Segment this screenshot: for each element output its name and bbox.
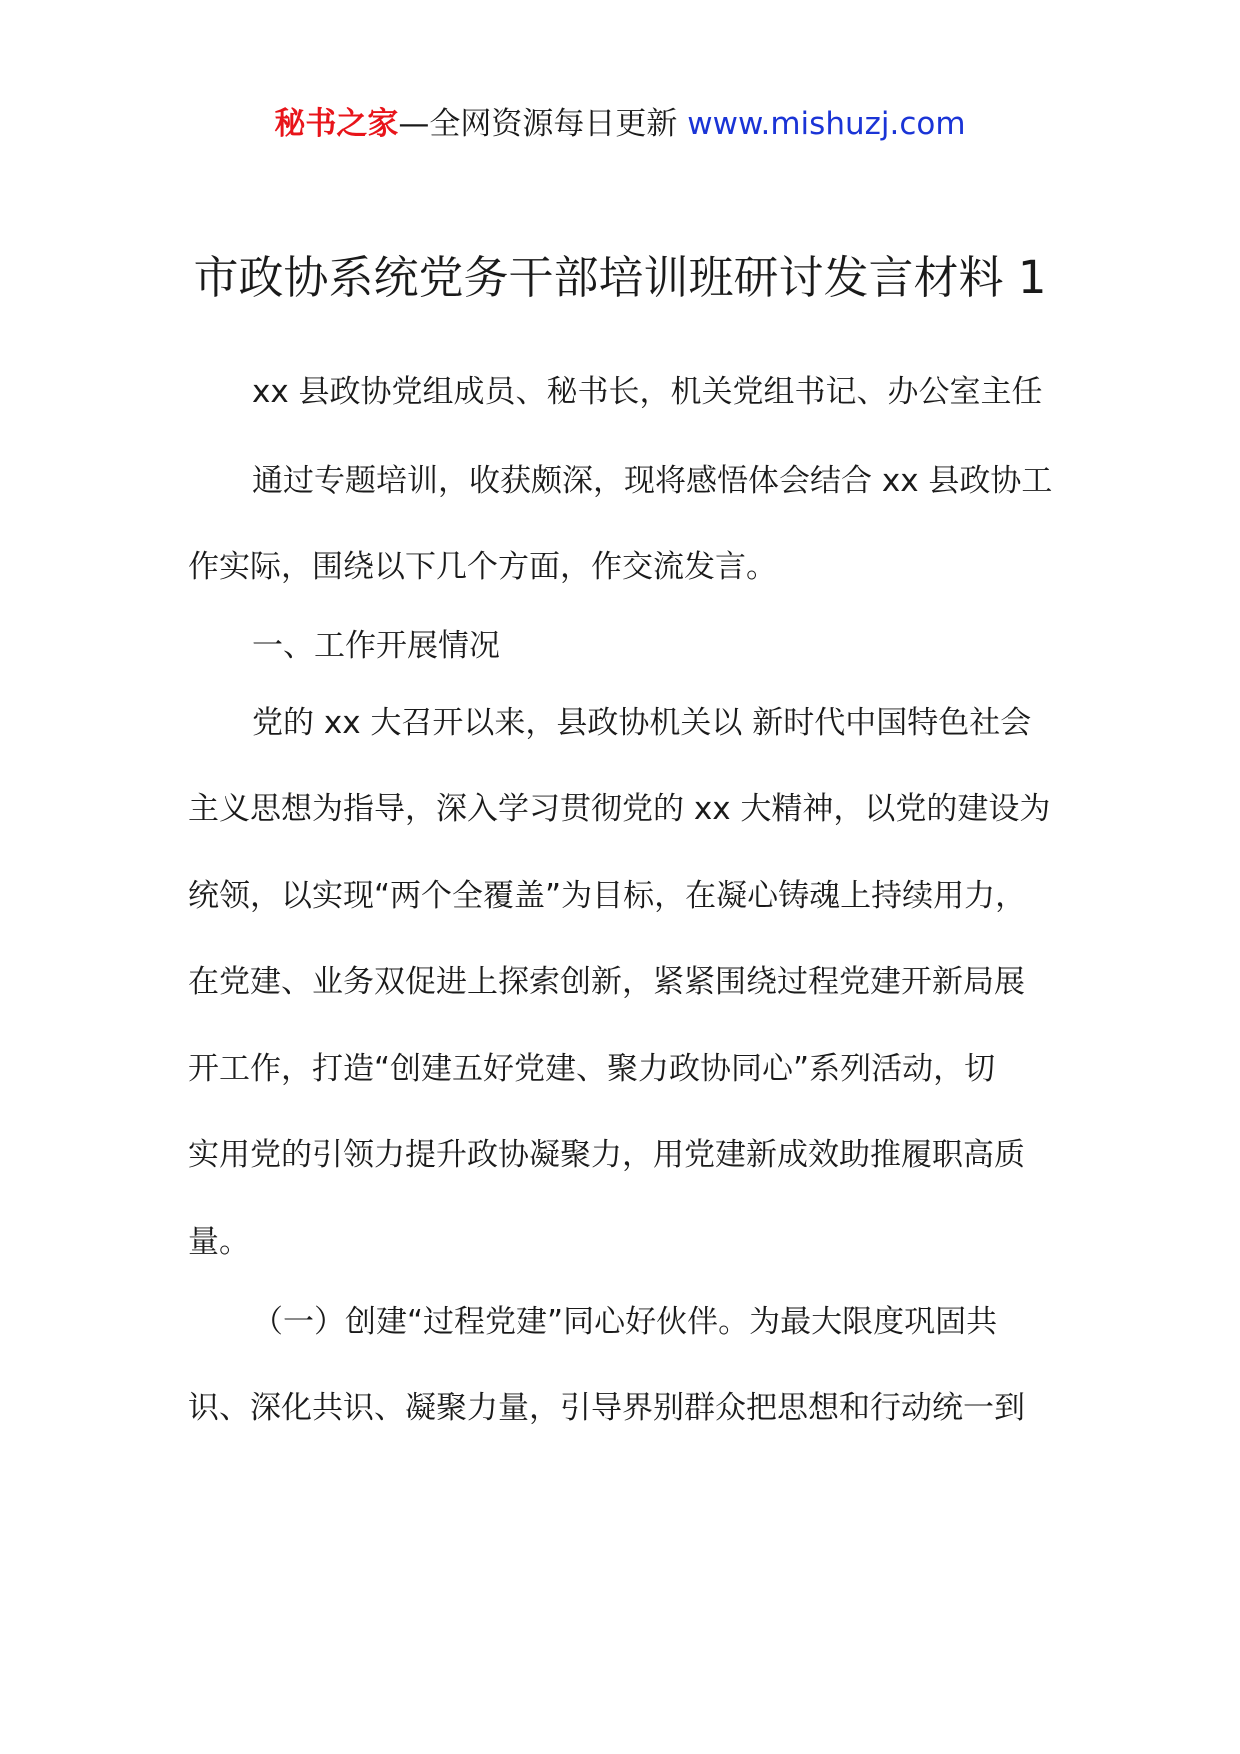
site-url[interactable]: www.mishuzj.com: [687, 106, 966, 142]
author-line: xx 县政协党组成员、秘书长，机关党组书记、办公室主任: [252, 374, 1043, 410]
document-title: 市政协系统党务干部培训班研讨发言材料 1: [193, 251, 1047, 304]
section-heading: 一、工作开展情况: [252, 628, 500, 664]
paragraph-line: 党的 xx 大召开以来，县政协机关以 新时代中国特色社会: [252, 705, 1032, 741]
paragraph-line: 量。: [188, 1224, 250, 1260]
paragraph-line: 开工作，打造“创建五好党建、聚力政协同心”系列活动，切: [188, 1051, 996, 1087]
header-tagline: —全网资源每日更新: [398, 106, 678, 142]
paragraph-line: 主义思想为指导，深入学习贯彻党的 xx 大精神，以党的建设为: [188, 791, 1051, 827]
brand-name: 秘书之家: [274, 106, 399, 142]
site-header: [0, 104, 1240, 144]
paragraph-line: 在党建、业务双促进上探索创新，紧紧围绕过程党建开新局展: [188, 964, 1025, 1000]
subsection-line: （一）创建“过程党建”同心好伙伴。为最大限度巩固共: [252, 1304, 998, 1340]
paragraph-line: 实用党的引领力提升政协凝聚力，用党建新成效助推履职高质: [188, 1137, 1025, 1173]
paragraph-line: 作实际，围绕以下几个方面，作交流发言。: [188, 549, 777, 585]
paragraph-line: 统领，以实现“两个全覆盖”为目标，在凝心铸魂上持续用力，: [188, 878, 1027, 914]
paragraph-line: 通过专题培训，收获颇深，现将感悟体会结合 xx 县政协工: [252, 463, 1053, 499]
paragraph-line: 识、深化共识、凝聚力量，引导界别群众把思想和行动统一到: [188, 1390, 1025, 1426]
